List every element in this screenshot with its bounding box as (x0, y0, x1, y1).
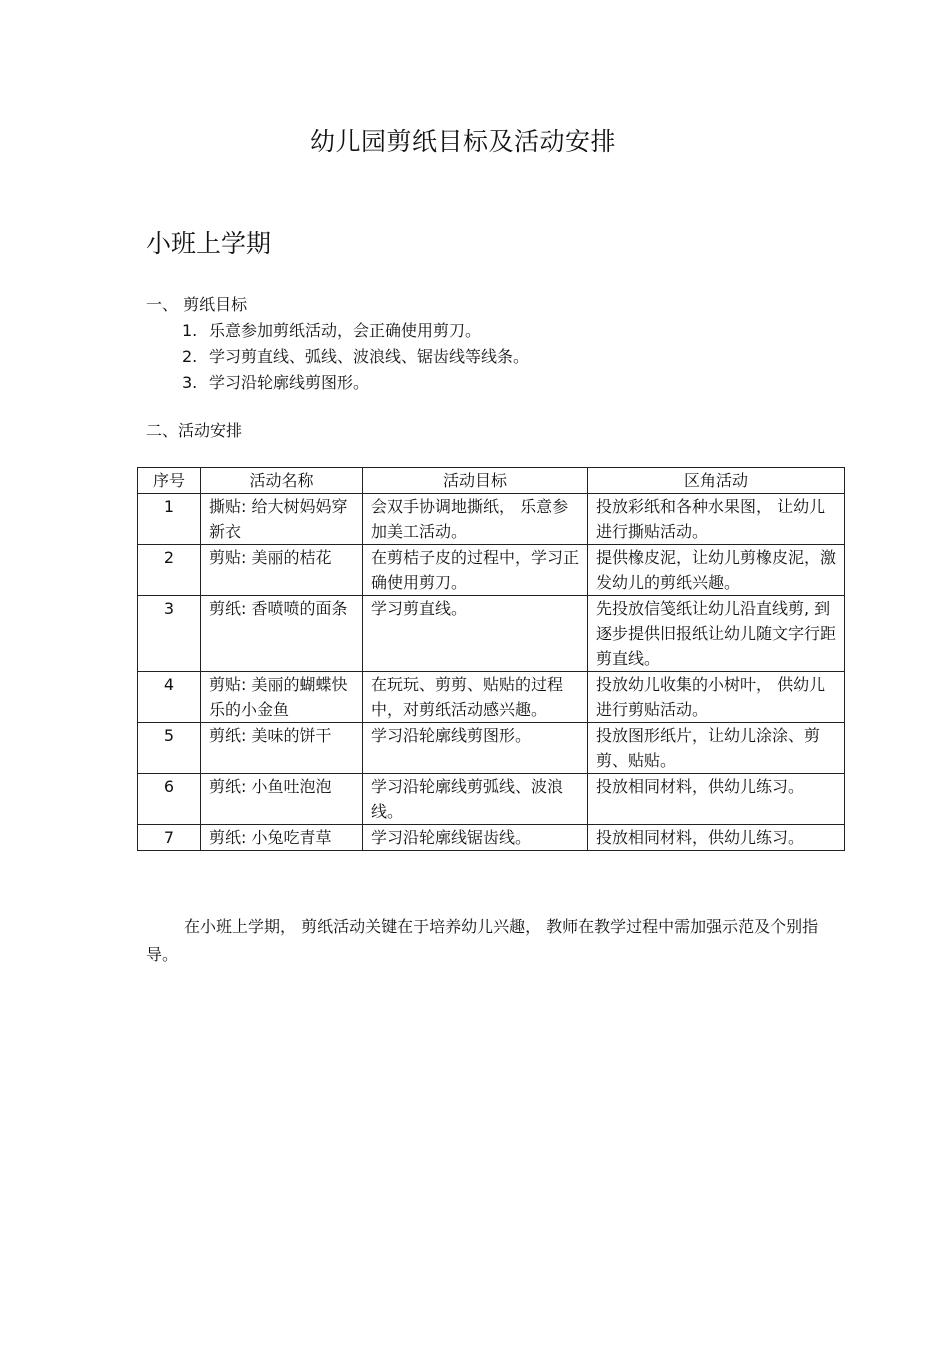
activity-goal: 在玩玩、剪剪、贴贴的过程中，对剪纸活动感兴趣。 (363, 672, 588, 723)
goal-number: 2. (182, 347, 198, 366)
corner-activity: 投放相同材料，供幼儿练习。 (588, 774, 845, 825)
goal-text: 学习沿轮廓线剪图形。 (209, 373, 370, 392)
table-header-row (138, 468, 845, 494)
table-row (138, 545, 845, 596)
corner-activity: 投放彩纸和各种水果图， 让幼儿进行撕贴活动。 (588, 494, 845, 545)
page-title: 幼儿园剪纸目标及活动安排 (309, 127, 616, 156)
section-heading: 小班上学期 (146, 229, 272, 258)
summary-text: 在小班上学期， 剪纸活动关键在于培养幼儿兴趣， 教师在教学过程中需加强示范及个别指导。 (146, 917, 819, 964)
activity-name: 剪纸: 香喷喷的面条 (201, 596, 363, 672)
activity-goal: 学习剪直线。 (363, 596, 588, 672)
row-number: 4 (138, 672, 201, 723)
activity-goal: 学习沿轮廓线剪弧线、波浪线。 (363, 774, 588, 825)
goals-heading: 一、 剪纸目标 (146, 295, 248, 314)
activity-goal: 在剪桔子皮的过程中，学习正确使用剪刀。 (363, 545, 588, 596)
table-row (138, 494, 845, 545)
corner-activity: 投放图形纸片，让幼儿涂涂、剪剪、贴贴。 (588, 723, 845, 774)
plan-heading: 二、活动安排 (146, 421, 243, 440)
activity-name: 剪纸: 小鱼吐泡泡 (201, 774, 363, 825)
row-number: 1 (138, 494, 201, 545)
column-header: 序号 (138, 468, 201, 494)
list-item (182, 318, 529, 344)
activity-name: 撕贴: 给大树妈妈穿新衣 (201, 494, 363, 545)
activity-name: 剪贴: 美丽的桔花 (201, 545, 363, 596)
goals-list (182, 318, 529, 396)
table-row (138, 596, 845, 672)
row-number: 5 (138, 723, 201, 774)
goal-text: 乐意参加剪纸活动，会正确使用剪刀。 (209, 321, 482, 340)
column-header: 区角活动 (588, 468, 845, 494)
goal-number: 3. (182, 373, 198, 392)
column-header: 活动名称 (201, 468, 363, 494)
goal-number: 1. (182, 321, 198, 340)
summary-paragraph (146, 913, 826, 969)
table-row (138, 825, 845, 851)
table-row (138, 774, 845, 825)
list-item (182, 344, 529, 370)
activity-name: 剪纸: 小兔吃青草 (201, 825, 363, 851)
corner-activity: 投放幼儿收集的小树叶， 供幼儿进行剪贴活动。 (588, 672, 845, 723)
goal-text: 学习剪直线、弧线、波浪线、锯齿线等线条。 (209, 347, 530, 366)
corner-activity: 投放相同材料，供幼儿练习。 (588, 825, 845, 851)
activity-goal: 学习沿轮廓线剪图形。 (363, 723, 588, 774)
activity-goal: 学习沿轮廓线锯齿线。 (363, 825, 588, 851)
activity-name: 剪贴: 美丽的蝴蝶快乐的小金鱼 (201, 672, 363, 723)
corner-activity: 先投放信笺纸让幼儿沿直线剪, 到逐步提供旧报纸让幼儿随文字行距剪直线。 (588, 596, 845, 672)
row-number: 6 (138, 774, 201, 825)
column-header: 活动目标 (363, 468, 588, 494)
table-row (138, 672, 845, 723)
activity-goal: 会双手协调地撕纸， 乐意参加美工活动。 (363, 494, 588, 545)
activity-name: 剪纸: 美味的饼干 (201, 723, 363, 774)
row-number: 3 (138, 596, 201, 672)
activity-table (137, 467, 845, 851)
corner-activity: 提供橡皮泥，让幼儿剪橡皮泥，激发幼儿的剪纸兴趣。 (588, 545, 845, 596)
list-item (182, 370, 529, 396)
table-row (138, 723, 845, 774)
row-number: 7 (138, 825, 201, 851)
row-number: 2 (138, 545, 201, 596)
